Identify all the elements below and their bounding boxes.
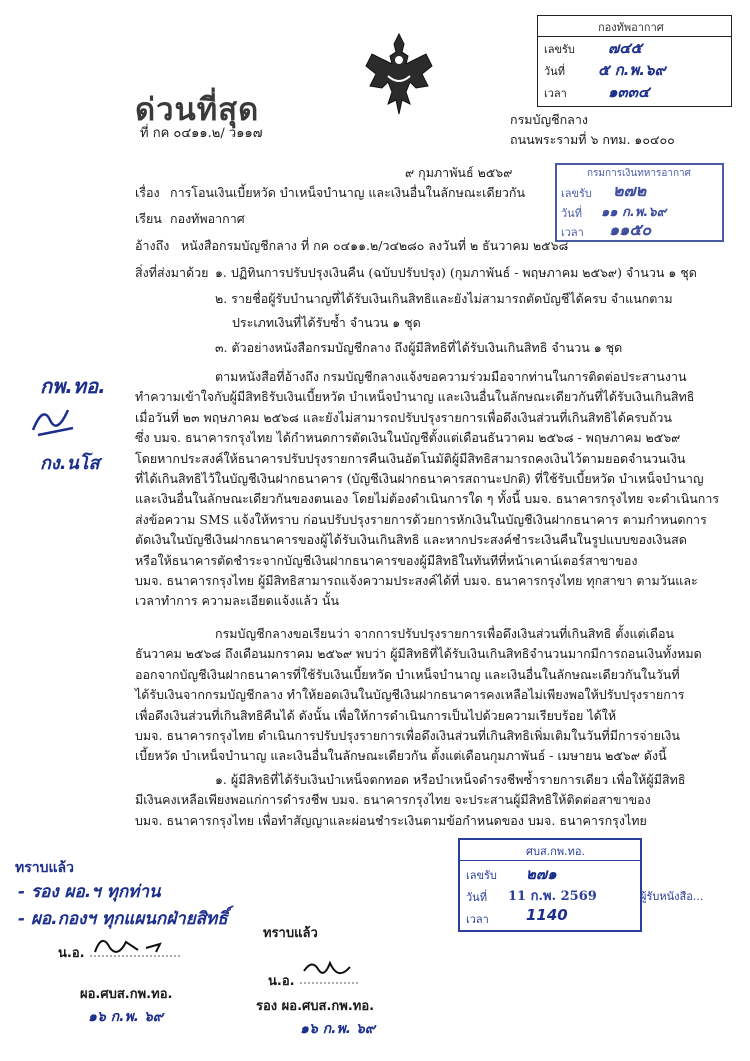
- paragraph-line: บมจ. ธนาคารกรุงไทย เพื่อทำสัญญาและผ่อนชำระเงินตามข้อกำหนดของ บมจ. ธนาคารกรุงไทย: [135, 812, 647, 828]
- stamp3-no-label: เลขรับ: [466, 869, 497, 882]
- stamp3-time-label: เวลา: [466, 913, 489, 926]
- stamp-date-value: ๕ ก.พ.๖๙: [598, 61, 666, 79]
- stamp-no-value: ๗๔๕: [608, 39, 642, 57]
- garuda-emblem-icon: [362, 30, 436, 120]
- paragraph-line: ตามหนังสือที่อ้างถึง กรมบัญชีกลางแจ้งขอความร่วมมือจากท่านในการติดต่อประสานงาน: [215, 369, 687, 384]
- margin-note-1: กพ.ทอ.: [40, 374, 106, 398]
- paragraph-line: และเงินอื่นในลักษณะเดียวกันของตนเอง โดยไม่ต้องดำเนินการใด ๆ ทั้งนี้ บมจ. ธนาคารกรุงไทย จะดำเนินการ: [135, 491, 720, 507]
- to-text: กองทัพอากาศ: [170, 211, 245, 226]
- paragraph-line: เพื่อดึงเงินส่วนที่เกินสิทธิคืนได้ ดังนั้น เพื่อให้การดำเนินการเป็นไปด้วยความเรียบร้อย ได้ให้: [135, 707, 617, 723]
- stamp-org: กองทัพอากาศ: [598, 21, 664, 34]
- enclosure-item: ๓. ตัวอย่างหนังสือกรมบัญชีกลาง ถึงผู้มีสิทธิที่ได้รับเงินเกินสิทธิ จำนวน ๑ ชุด: [215, 340, 623, 355]
- doc-number: ที่ กค ๐๔๑๑.๒/ ว๑๑๗: [140, 126, 263, 141]
- paragraph-line: มีเงินคงเหลือเพียงพอแก่การดำรงชีพ บมจ. ธนาคารกรุงไทย จะประสานผู้มีสิทธิให้ติดต่อสาขาของ: [135, 792, 651, 808]
- signer-title-2: รอง ผอ.ศบส.กพ.ทอ.: [256, 999, 375, 1014]
- reference-label: อ้างถึง: [135, 238, 170, 253]
- receipt-stamp-3: [458, 838, 642, 932]
- agency-address: ถนนพระรามที่ ๖ กทม. ๑๐๔๐๐: [510, 132, 675, 147]
- receipt-stamp-1: [537, 15, 732, 107]
- paragraph-line: หรือให้ธนาคารตัดชำระจากบัญชีเงินฝากธนาคารของผู้มีสิทธิในทันทีที่หน้าเคาน์เตอร์สาขาของ: [135, 552, 638, 568]
- signature-icon: [28, 400, 78, 440]
- paragraph-line: ออกจากบัญชีเงินฝากธนาคารที่ใช้รับเงินเบี้ยหวัด บำเหน็จบำนาญ และเงินอื่นในลักษณะเดียวกันในวันที่: [135, 666, 680, 682]
- enclosure-item: ประเภทเงินที่ได้รับซ้ำ จำนวน ๑ ชุด: [232, 315, 421, 330]
- stamp3-no-value: ๒๗๑: [526, 865, 557, 883]
- subject-text: การโอนเงินเบี้ยหวัด บำเหน็จบำนาญ และเงินอื่นในลักษณะเดียวกัน: [170, 185, 526, 200]
- signature-icon: [90, 930, 180, 960]
- stamp2-time-label: เวลา: [561, 226, 584, 239]
- enclosure-item: ๑. ปฏิทินการปรับปรุงเงินคืน (ฉบับปรับปรุง) (กุมภาพันธ์ - พฤษภาคม ๒๕๖๙) จำนวน ๑ ชุด: [215, 265, 697, 280]
- urgency-label: ด่วนที่สุด: [135, 92, 260, 128]
- stamp2-date-label: วันที่: [561, 207, 582, 220]
- signer-label-1: น.อ.: [58, 946, 85, 961]
- signer-label-2: น.อ.: [268, 974, 295, 989]
- stamp2-no-value: ๒๗๒: [613, 181, 647, 200]
- agency-name: กรมบัญชีกลาง: [510, 112, 588, 127]
- signer-title-1: ผอ.ศบส.กพ.ทอ.: [80, 987, 173, 1002]
- stamp3-time-value: 1140: [526, 906, 568, 924]
- acknowledged-note-2: ทราบแล้ว: [263, 926, 318, 941]
- paragraph-line: เวลาทำการ ความละเอียดแจ้งแล้ว นั้น: [135, 593, 340, 609]
- enclosure-item: ๒. รายชื่อผู้รับบำนาญที่ได้รับเงินเกินสิทธิและยังไม่สามารถตัดบัญชีได้ครบ จำแนกตาม: [215, 291, 673, 306]
- stamp2-no-label: เลขรับ: [561, 187, 592, 200]
- paragraph-line: ส่งข้อความ SMS แจ้งให้ทราบ ก่อนปรับปรุงรายการด้วยการหักเงินในบัญชีเงินฝากธนาคาร ตามกำหนดการ: [135, 511, 707, 527]
- stamp3-signer: ผู้รับหนังสือ...: [640, 890, 704, 903]
- paragraph-line: ตัดเงินในบัญชีเงินฝากธนาคารของผู้ได้รับเงินเกินสิทธิ และหากประสงค์ชำระเงินคืนในรูปแบบของเงินสด: [135, 532, 687, 548]
- stamp3-org: ศบส.กพ.ทอ.: [526, 845, 585, 858]
- to-label: เรียน: [135, 211, 162, 226]
- acknowledged-note-1: ทราบแล้ว: [15, 860, 74, 876]
- paragraph-line: เบี้ยหวัด บำเหน็จบำนาญ และเงินอื่นในลักษณะเดียวกัน ตั้งแต่เดือนกุมภาพันธ์ - เมษายน ๒๕๖๙ ดังนี้: [135, 748, 667, 764]
- paragraph-line: บมจ. ธนาคารกรุงไทย ผู้มีสิทธิสามารถแจ้งความประสงค์ได้ที่ บมจ. ธนาคารกรุงไทย ทุกสาขา ตามวันและ: [135, 573, 698, 588]
- stamp2-date-value: ๑๑ ก.พ.๖๙: [601, 205, 667, 220]
- paragraph-line: ๑. ผู้มีสิทธิที่ได้รับเงินบำเหน็จตกทอด หรือบำเหน็จดำรงชีพซ้ำรายการเดียว เพื่อให้ผู้มีสิทธิ: [215, 772, 686, 787]
- margin-note-2: กง.นโส: [40, 453, 100, 474]
- paragraph-line: ทำความเข้าใจกับผู้มีสิทธิรับเงินเบี้ยหวัด บำเหน็จบำนาญ และเงินอื่นในลักษณะเดียวกันที่ได้รับเงินเกินสิทธิ: [135, 389, 695, 405]
- stamp2-org: กรมการเงินทหารอากาศ: [587, 168, 692, 179]
- enclosures-label: สิ่งที่ส่งมาด้วย: [135, 265, 209, 280]
- letter-date: ๙ กุมภาพันธ์ ๒๕๖๙: [405, 165, 513, 180]
- stamp2-time-value: ๑๑๕๐: [609, 220, 652, 239]
- paragraph-line: บมจ. ธนาคารกรุงไทย ดำเนินการปรับปรุงรายการเพื่อดึงเงินส่วนที่เกินสิทธิเพิ่มเติมในวันที่มีการจ่ายเงิน: [135, 728, 680, 743]
- paragraph-line: ที่ได้เกินสิทธิไว้ในบัญชีเงินฝากธนาคาร (บัญชีเงินฝากธนาคารสถานะปกติ) ที่ใช้รับเบี้ยหวัด บำเหน็จบำนาญ: [135, 471, 704, 486]
- paragraph-line: ซึ่ง บมจ. ธนาคารกรุงไทย ได้กำหนดการตัดเงินในบัญชีตั้งแต่เดือนธันวาคม ๒๕๖๘ - พฤษภาคม ๒๕๖๙: [135, 430, 681, 446]
- handwritten-note-2: - ผอ.กองฯ ทุกแผนกฝ่ายสิทธิ์: [18, 909, 228, 929]
- paragraph-line: ได้รับเงินจากกรมบัญชีกลาง ทำให้ยอดเงินในบัญชีเงินฝากธนาคารคงเหลือไม่เพียงพอให้ปรับปรุงรายการ: [135, 687, 685, 703]
- handwritten-note-1: - รอง ผอ.ฯ ทุกท่าน: [18, 882, 161, 902]
- stamp3-date-label: วันที่: [466, 891, 487, 904]
- sign-date-1: ๑๖ ก.พ. ๖๙: [88, 1009, 164, 1025]
- stamp-date-label: วันที่: [544, 65, 565, 78]
- paragraph-line: โดยหากประสงค์ให้ธนาคารปรับปรุงรายการคืนเงินอัตโนมัติผู้มีสิทธิสามารถคงเงินไว้ตามยอดจำนวนเงิน: [135, 450, 686, 466]
- stamp-no-label: เลขรับ: [544, 43, 575, 56]
- paragraph-line: เมื่อวันที่ ๒๓ พฤษภาคม ๒๕๖๘ และยังไม่สามารถปรับปรุงรายการเพื่อดึงเงินส่วนที่เกินสิทธิได้ครบถ้วน: [135, 409, 672, 425]
- stamp-time-value: ๑๓๓๔: [608, 83, 650, 101]
- paragraph-line: กรมบัญชีกลางขอเรียนว่า จากการปรับปรุงรายการเพื่อดึงเงินส่วนที่เกินสิทธิ ตั้งแต่เดือน: [215, 626, 675, 641]
- receipt-stamp-2: [555, 163, 724, 242]
- signature-icon: [300, 955, 360, 987]
- sign-date-2: ๑๖ ก.พ. ๖๙: [300, 1021, 376, 1037]
- stamp-time-label: เวลา: [544, 87, 567, 100]
- stamp3-date-value: 11 ก.พ. 2569: [508, 889, 597, 904]
- subject-label: เรื่อง: [135, 185, 160, 200]
- reference-text: หนังสือกรมบัญชีกลาง ที่ กค ๐๔๑๑.๒/ว๔๒๘๐ ลงวันที่ ๒ ธันวาคม ๒๕๖๘: [181, 238, 569, 253]
- paragraph-line: ธันวาคม ๒๕๖๘ ถึงเดือนมกราคม ๒๕๖๙ พบว่า ผู้มีสิทธิที่ได้รับเงินเกินสิทธิจำนวนมากมีการถอนเงินทั้งหมด: [135, 646, 702, 662]
